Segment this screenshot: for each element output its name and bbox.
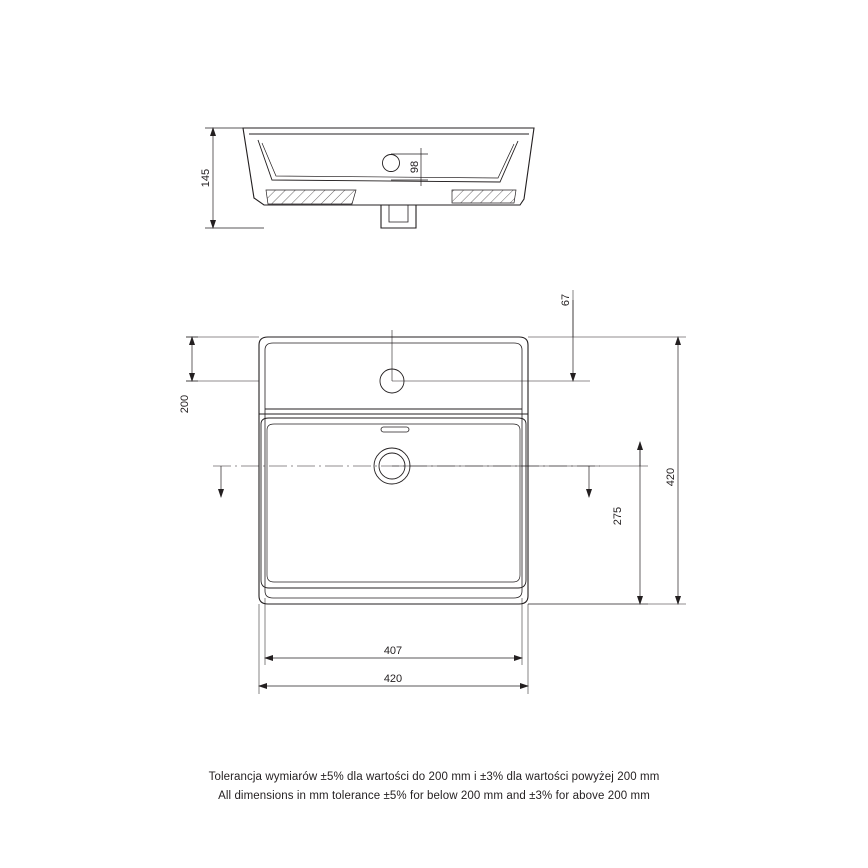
dimension-200	[186, 337, 198, 381]
dimension-200-label: 200	[179, 394, 191, 414]
dimension-145	[205, 128, 264, 228]
side-section-view	[243, 128, 534, 228]
dimension-67-label: 67	[560, 293, 572, 307]
dimension-407-label: 407	[383, 645, 403, 657]
dimension-420-width-label: 420	[383, 673, 403, 685]
drain-stub-inner	[389, 205, 408, 222]
bowl-inner-profile	[258, 140, 518, 182]
basin-outer-outline	[259, 337, 528, 604]
tolerance-note-pl: Tolerancja wymiarów ±5% dla wartości do 200 mm i ±3% dla wartości powyżej 200 mm	[208, 771, 660, 783]
dimension-98-label: 98	[409, 160, 421, 174]
centre-lines	[213, 330, 600, 466]
tap-hole-section	[383, 155, 400, 172]
dimension-275-label: 275	[612, 506, 624, 526]
bowl-inner-profile-2	[262, 143, 514, 178]
section-hatch-right	[452, 190, 516, 203]
bowl-outline	[261, 418, 526, 588]
overflow-slot	[381, 427, 409, 432]
dimension-145-label: 145	[200, 168, 212, 188]
section-hatch-left	[266, 190, 356, 204]
dimension-420-depth-label: 420	[665, 467, 677, 487]
drain-stub	[381, 205, 416, 228]
centre-line-arrows	[221, 466, 589, 497]
top-view	[259, 337, 528, 604]
tolerance-note-en: All dimensions in mm tolerance ±5% for below 200 mm and ±3% for above 200 mm	[218, 790, 650, 802]
